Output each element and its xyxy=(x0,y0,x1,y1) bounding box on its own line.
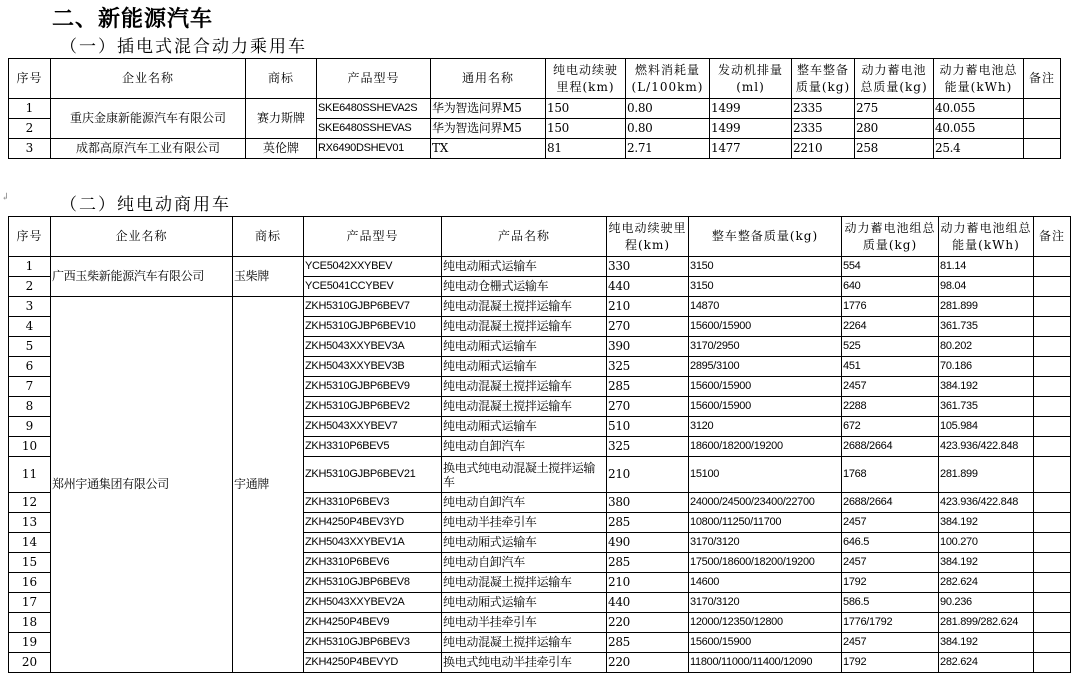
cell-range: 150 xyxy=(546,119,626,139)
cell-range: 285 xyxy=(607,633,689,653)
cell-no: 13 xyxy=(9,513,51,533)
cell-range: 270 xyxy=(607,317,689,337)
cell-mass: 2335 xyxy=(792,99,855,119)
cell-battery-energy: 98.04 xyxy=(939,277,1034,297)
cell-no: 18 xyxy=(9,613,51,633)
cell-battery-energy: 281.899 xyxy=(939,457,1034,493)
cell-no: 6 xyxy=(9,357,51,377)
cell-note xyxy=(1034,613,1071,633)
cell-mass: 3120 xyxy=(689,417,842,437)
section2-title: （二）纯电动商用车 xyxy=(60,195,231,215)
col-header: 整车整备质量(kg) xyxy=(792,59,855,99)
cell-no: 8 xyxy=(9,397,51,417)
cell-range: 285 xyxy=(607,553,689,573)
cell-range: 390 xyxy=(607,337,689,357)
cell-range: 440 xyxy=(607,593,689,613)
col-header: 燃料消耗量(L/100km) xyxy=(626,59,710,99)
col-header: 备注 xyxy=(1024,59,1061,99)
cell-note xyxy=(1034,493,1071,513)
cell-no: 3 xyxy=(9,139,51,159)
cell-no: 7 xyxy=(9,377,51,397)
cell-note xyxy=(1034,573,1071,593)
cell-battery-mass: 2457 xyxy=(842,633,939,653)
cell-model: ZKH5310GJBP6BEV10 xyxy=(304,317,442,337)
cell-note xyxy=(1034,593,1071,613)
col-header: 产品型号 xyxy=(304,217,442,257)
cell-mass: 3150 xyxy=(689,277,842,297)
cell-battery-energy: 70.186 xyxy=(939,357,1034,377)
cell-model: ZKH4250P4BEV3YD xyxy=(304,513,442,533)
cell-range: 285 xyxy=(607,513,689,533)
cell-mass: 2210 xyxy=(792,139,855,159)
cell-battery-mass: 2688/2664 xyxy=(842,493,939,513)
cell-battery-energy: 25.4 xyxy=(934,139,1024,159)
col-header: 动力蓄电池总质量(kg) xyxy=(855,59,934,99)
col-header: 整车整备质量(kg) xyxy=(689,217,842,257)
cell-name: 纯电动厢式运输车 xyxy=(442,357,607,377)
page-heading: 二、新能源汽车 xyxy=(52,7,214,32)
table-header-row xyxy=(9,59,1061,99)
cell-battery-energy: 423.936/422.848 xyxy=(939,493,1034,513)
cell-name: 纯电动半挂牵引车 xyxy=(442,613,607,633)
cell-model: ZKH3310P6BEV5 xyxy=(304,437,442,457)
cell-note xyxy=(1034,277,1071,297)
cell-note xyxy=(1034,337,1071,357)
cell-battery-mass: 275 xyxy=(855,99,934,119)
cell-battery-energy: 282.624 xyxy=(939,653,1034,673)
cell-displacement: 1499 xyxy=(710,119,792,139)
cell-note xyxy=(1034,653,1071,673)
cell-brand: 玉柴牌 xyxy=(233,257,304,297)
cell-range: 210 xyxy=(607,297,689,317)
cell-name: 纯电动厢式运输车 xyxy=(442,533,607,553)
cell-name: 纯电动自卸汽车 xyxy=(442,437,607,457)
cell-company: 郑州宇通集团有限公司 xyxy=(51,297,233,673)
cell-model: ZKH5310GJBP6BEV9 xyxy=(304,377,442,397)
cell-name: 换电式纯电动半挂牵引车 xyxy=(442,653,607,673)
phev-table xyxy=(8,58,1061,159)
cell-battery-mass: 2457 xyxy=(842,553,939,573)
cell-model: SKE6480SSHEVA2S xyxy=(317,99,431,119)
cell-battery-mass: 672 xyxy=(842,417,939,437)
cell-model: YCE5041CCYBEV xyxy=(304,277,442,297)
cell-range: 490 xyxy=(607,533,689,553)
cell-note xyxy=(1034,257,1071,277)
cell-range: 285 xyxy=(607,377,689,397)
cell-range: 210 xyxy=(607,573,689,593)
cell-range: 150 xyxy=(546,99,626,119)
cell-model: SKE6480SSHEVAS xyxy=(317,119,431,139)
cell-company: 广西玉柴新能源汽车有限公司 xyxy=(51,257,233,297)
cell-mass: 15600/15900 xyxy=(689,633,842,653)
cell-name: 纯电动自卸汽车 xyxy=(442,553,607,573)
cell-range: 330 xyxy=(607,257,689,277)
cell-battery-mass: 1792 xyxy=(842,653,939,673)
cell-battery-energy: 80.202 xyxy=(939,337,1034,357)
cell-battery-energy: 361.735 xyxy=(939,397,1034,417)
cell-model: ZKH5310GJBP6BEV7 xyxy=(304,297,442,317)
cell-model: ZKH5043XXYBEV3B xyxy=(304,357,442,377)
cell-battery-mass: 554 xyxy=(842,257,939,277)
cell-no: 1 xyxy=(9,257,51,277)
cell-note xyxy=(1034,513,1071,533)
cell-mass: 15600/15900 xyxy=(689,377,842,397)
cell-no: 12 xyxy=(9,493,51,513)
cell-range: 380 xyxy=(607,493,689,513)
cell-no: 4 xyxy=(9,317,51,337)
cell-mass: 15600/15900 xyxy=(689,317,842,337)
cell-mass: 18600/18200/19200 xyxy=(689,437,842,457)
cell-company: 成都高原汽车工业有限公司 xyxy=(51,139,246,159)
table-header-row xyxy=(9,217,1071,257)
cell-name: 纯电动厢式运输车 xyxy=(442,337,607,357)
cell-battery-mass: 280 xyxy=(855,119,934,139)
cell-no: 16 xyxy=(9,573,51,593)
cell-mass: 12000/12350/12800 xyxy=(689,613,842,633)
col-header: 商标 xyxy=(233,217,304,257)
cell-range: 81 xyxy=(546,139,626,159)
cell-name: TX xyxy=(431,139,546,159)
cell-brand: 宇通牌 xyxy=(233,297,304,673)
cell-no: 15 xyxy=(9,553,51,573)
cell-name: 华为智选问界M5 xyxy=(431,99,546,119)
cell-fuel: 0.80 xyxy=(626,99,710,119)
cell-battery-mass: 2688/2664 xyxy=(842,437,939,457)
cell-name: 纯电动半挂牵引车 xyxy=(442,513,607,533)
cell-note xyxy=(1034,397,1071,417)
cell-name: 纯电动厢式运输车 xyxy=(442,417,607,437)
cell-displacement: 1477 xyxy=(710,139,792,159)
paragraph-mark-icon: ↲ xyxy=(1,192,10,203)
section1-title: （一）插电式混合动力乘用车 xyxy=(60,37,307,57)
cell-battery-mass: 1792 xyxy=(842,573,939,593)
cell-brand: 赛力斯牌 xyxy=(246,99,317,139)
cell-note xyxy=(1034,377,1071,397)
cell-range: 270 xyxy=(607,397,689,417)
col-header: 企业名称 xyxy=(51,217,233,257)
cell-name: 纯电动仓栅式运输车 xyxy=(442,277,607,297)
cell-mass: 3170/2950 xyxy=(689,337,842,357)
cell-model: ZKH5043XXYBEV3A xyxy=(304,337,442,357)
cell-range: 440 xyxy=(607,277,689,297)
cell-battery-mass: 2264 xyxy=(842,317,939,337)
col-header: 序号 xyxy=(9,59,51,99)
cell-battery-energy: 384.192 xyxy=(939,377,1034,397)
cell-battery-energy: 361.735 xyxy=(939,317,1034,337)
cell-name: 纯电动混凝土搅拌运输车 xyxy=(442,317,607,337)
cell-mass: 11800/11000/11400/12090 xyxy=(689,653,842,673)
cell-note xyxy=(1024,139,1061,159)
cell-note xyxy=(1034,437,1071,457)
cell-note xyxy=(1034,533,1071,553)
cell-fuel: 0.80 xyxy=(626,119,710,139)
cell-model: ZKH4250P4BEV9 xyxy=(304,613,442,633)
bev-commercial-table xyxy=(8,216,1071,673)
cell-battery-mass: 1776 xyxy=(842,297,939,317)
cell-name: 纯电动自卸汽车 xyxy=(442,493,607,513)
cell-name: 纯电动混凝土搅拌运输车 xyxy=(442,377,607,397)
cell-note xyxy=(1034,317,1071,337)
col-header: 企业名称 xyxy=(51,59,246,99)
cell-no: 14 xyxy=(9,533,51,553)
cell-mass: 10800/11250/11700 xyxy=(689,513,842,533)
cell-battery-energy: 90.236 xyxy=(939,593,1034,613)
cell-note xyxy=(1034,417,1071,437)
cell-battery-energy: 40.055 xyxy=(934,119,1024,139)
col-header: 产品名称 xyxy=(442,217,607,257)
cell-model: ZKH5310GJBP6BEV8 xyxy=(304,573,442,593)
col-header: 动力蓄电池组总质量(kg) xyxy=(842,217,939,257)
cell-no: 19 xyxy=(9,633,51,653)
table-row xyxy=(9,99,1061,119)
cell-battery-mass: 646.5 xyxy=(842,533,939,553)
cell-no: 2 xyxy=(9,277,51,297)
cell-model: ZKH5310GJBP6BEV2 xyxy=(304,397,442,417)
cell-displacement: 1499 xyxy=(710,99,792,119)
cell-model: ZKH4250P4BEVYD xyxy=(304,653,442,673)
cell-no: 5 xyxy=(9,337,51,357)
cell-battery-mass: 1768 xyxy=(842,457,939,493)
cell-no: 10 xyxy=(9,437,51,457)
cell-range: 325 xyxy=(607,437,689,457)
cell-no: 20 xyxy=(9,653,51,673)
cell-note xyxy=(1034,553,1071,573)
cell-model: RX6490DSHEV01 xyxy=(317,139,431,159)
cell-battery-mass: 2457 xyxy=(842,513,939,533)
col-header: 发动机排量(ml) xyxy=(710,59,792,99)
col-header: 动力蓄电池总能量(kWh) xyxy=(934,59,1024,99)
cell-mass: 3150 xyxy=(689,257,842,277)
cell-name: 纯电动混凝土搅拌运输车 xyxy=(442,397,607,417)
cell-range: 220 xyxy=(607,613,689,633)
cell-note xyxy=(1034,357,1071,377)
cell-note xyxy=(1034,633,1071,653)
cell-mass: 15600/15900 xyxy=(689,397,842,417)
cell-name: 纯电动混凝土搅拌运输车 xyxy=(442,573,607,593)
col-header: 纯电动续驶里程(km) xyxy=(607,217,689,257)
cell-note xyxy=(1024,119,1061,139)
table-row xyxy=(9,139,1061,159)
cell-battery-energy: 81.14 xyxy=(939,257,1034,277)
cell-note xyxy=(1034,297,1071,317)
cell-mass: 15100 xyxy=(689,457,842,493)
cell-mass: 14870 xyxy=(689,297,842,317)
cell-battery-mass: 2457 xyxy=(842,377,939,397)
cell-name: 纯电动混凝土搅拌运输车 xyxy=(442,633,607,653)
cell-range: 220 xyxy=(607,653,689,673)
cell-battery-energy: 384.192 xyxy=(939,513,1034,533)
cell-no: 2 xyxy=(9,119,51,139)
cell-name: 纯电动混凝土搅拌运输车 xyxy=(442,297,607,317)
cell-mass: 2895/3100 xyxy=(689,357,842,377)
cell-mass: 24000/24500/23400/22700 xyxy=(689,493,842,513)
cell-range: 210 xyxy=(607,457,689,493)
cell-model: ZKH5043XXYBEV7 xyxy=(304,417,442,437)
cell-name: 换电式纯电动混凝土搅拌运输车 xyxy=(442,457,607,493)
cell-model: ZKH3310P6BEV6 xyxy=(304,553,442,573)
cell-mass: 2335 xyxy=(792,119,855,139)
cell-no: 3 xyxy=(9,297,51,317)
cell-battery-mass: 2288 xyxy=(842,397,939,417)
cell-company: 重庆金康新能源汽车有限公司 xyxy=(51,99,246,139)
table-row xyxy=(9,297,1071,317)
cell-name: 纯电动厢式运输车 xyxy=(442,593,607,613)
cell-brand: 英伦牌 xyxy=(246,139,317,159)
cell-battery-mass: 1776/1792 xyxy=(842,613,939,633)
cell-mass: 3170/3120 xyxy=(689,593,842,613)
cell-battery-energy: 105.984 xyxy=(939,417,1034,437)
cell-range: 325 xyxy=(607,357,689,377)
table-row xyxy=(9,257,1071,277)
cell-battery-energy: 40.055 xyxy=(934,99,1024,119)
col-header: 产品型号 xyxy=(317,59,431,99)
cell-fuel: 2.71 xyxy=(626,139,710,159)
cell-battery-mass: 640 xyxy=(842,277,939,297)
col-header: 备注 xyxy=(1034,217,1071,257)
cell-no: 1 xyxy=(9,99,51,119)
cell-model: ZKH5043XXYBEV2A xyxy=(304,593,442,613)
col-header: 纯电动续驶里程(km) xyxy=(546,59,626,99)
col-header: 序号 xyxy=(9,217,51,257)
cell-model: ZKH5310GJBP6BEV3 xyxy=(304,633,442,653)
cell-name: 纯电动厢式运输车 xyxy=(442,257,607,277)
cell-battery-mass: 258 xyxy=(855,139,934,159)
cell-battery-energy: 384.192 xyxy=(939,553,1034,573)
cell-name: 华为智选问界M5 xyxy=(431,119,546,139)
cell-model: ZKH5043XXYBEV1A xyxy=(304,533,442,553)
cell-note xyxy=(1034,457,1071,493)
cell-battery-energy: 282.624 xyxy=(939,573,1034,593)
cell-no: 17 xyxy=(9,593,51,613)
col-header: 通用名称 xyxy=(431,59,546,99)
cell-battery-energy: 100.270 xyxy=(939,533,1034,553)
cell-model: ZKH5310GJBP6BEV21 xyxy=(304,457,442,493)
cell-note xyxy=(1024,99,1061,119)
cell-battery-mass: 451 xyxy=(842,357,939,377)
cell-model: ZKH3310P6BEV3 xyxy=(304,493,442,513)
cell-mass: 3170/3120 xyxy=(689,533,842,553)
cell-battery-mass: 586.5 xyxy=(842,593,939,613)
col-header: 动力蓄电池组总能量(kWh) xyxy=(939,217,1034,257)
cell-battery-energy: 281.899 xyxy=(939,297,1034,317)
cell-model: YCE5042XXYBEV xyxy=(304,257,442,277)
cell-mass: 14600 xyxy=(689,573,842,593)
cell-no: 11 xyxy=(9,457,51,493)
cell-battery-mass: 525 xyxy=(842,337,939,357)
cell-battery-energy: 281.899/282.624 xyxy=(939,613,1034,633)
cell-no: 9 xyxy=(9,417,51,437)
cell-range: 510 xyxy=(607,417,689,437)
cell-battery-energy: 423.936/422.848 xyxy=(939,437,1034,457)
cell-battery-energy: 384.192 xyxy=(939,633,1034,653)
col-header: 商标 xyxy=(246,59,317,99)
cell-mass: 17500/18600/18200/19200 xyxy=(689,553,842,573)
